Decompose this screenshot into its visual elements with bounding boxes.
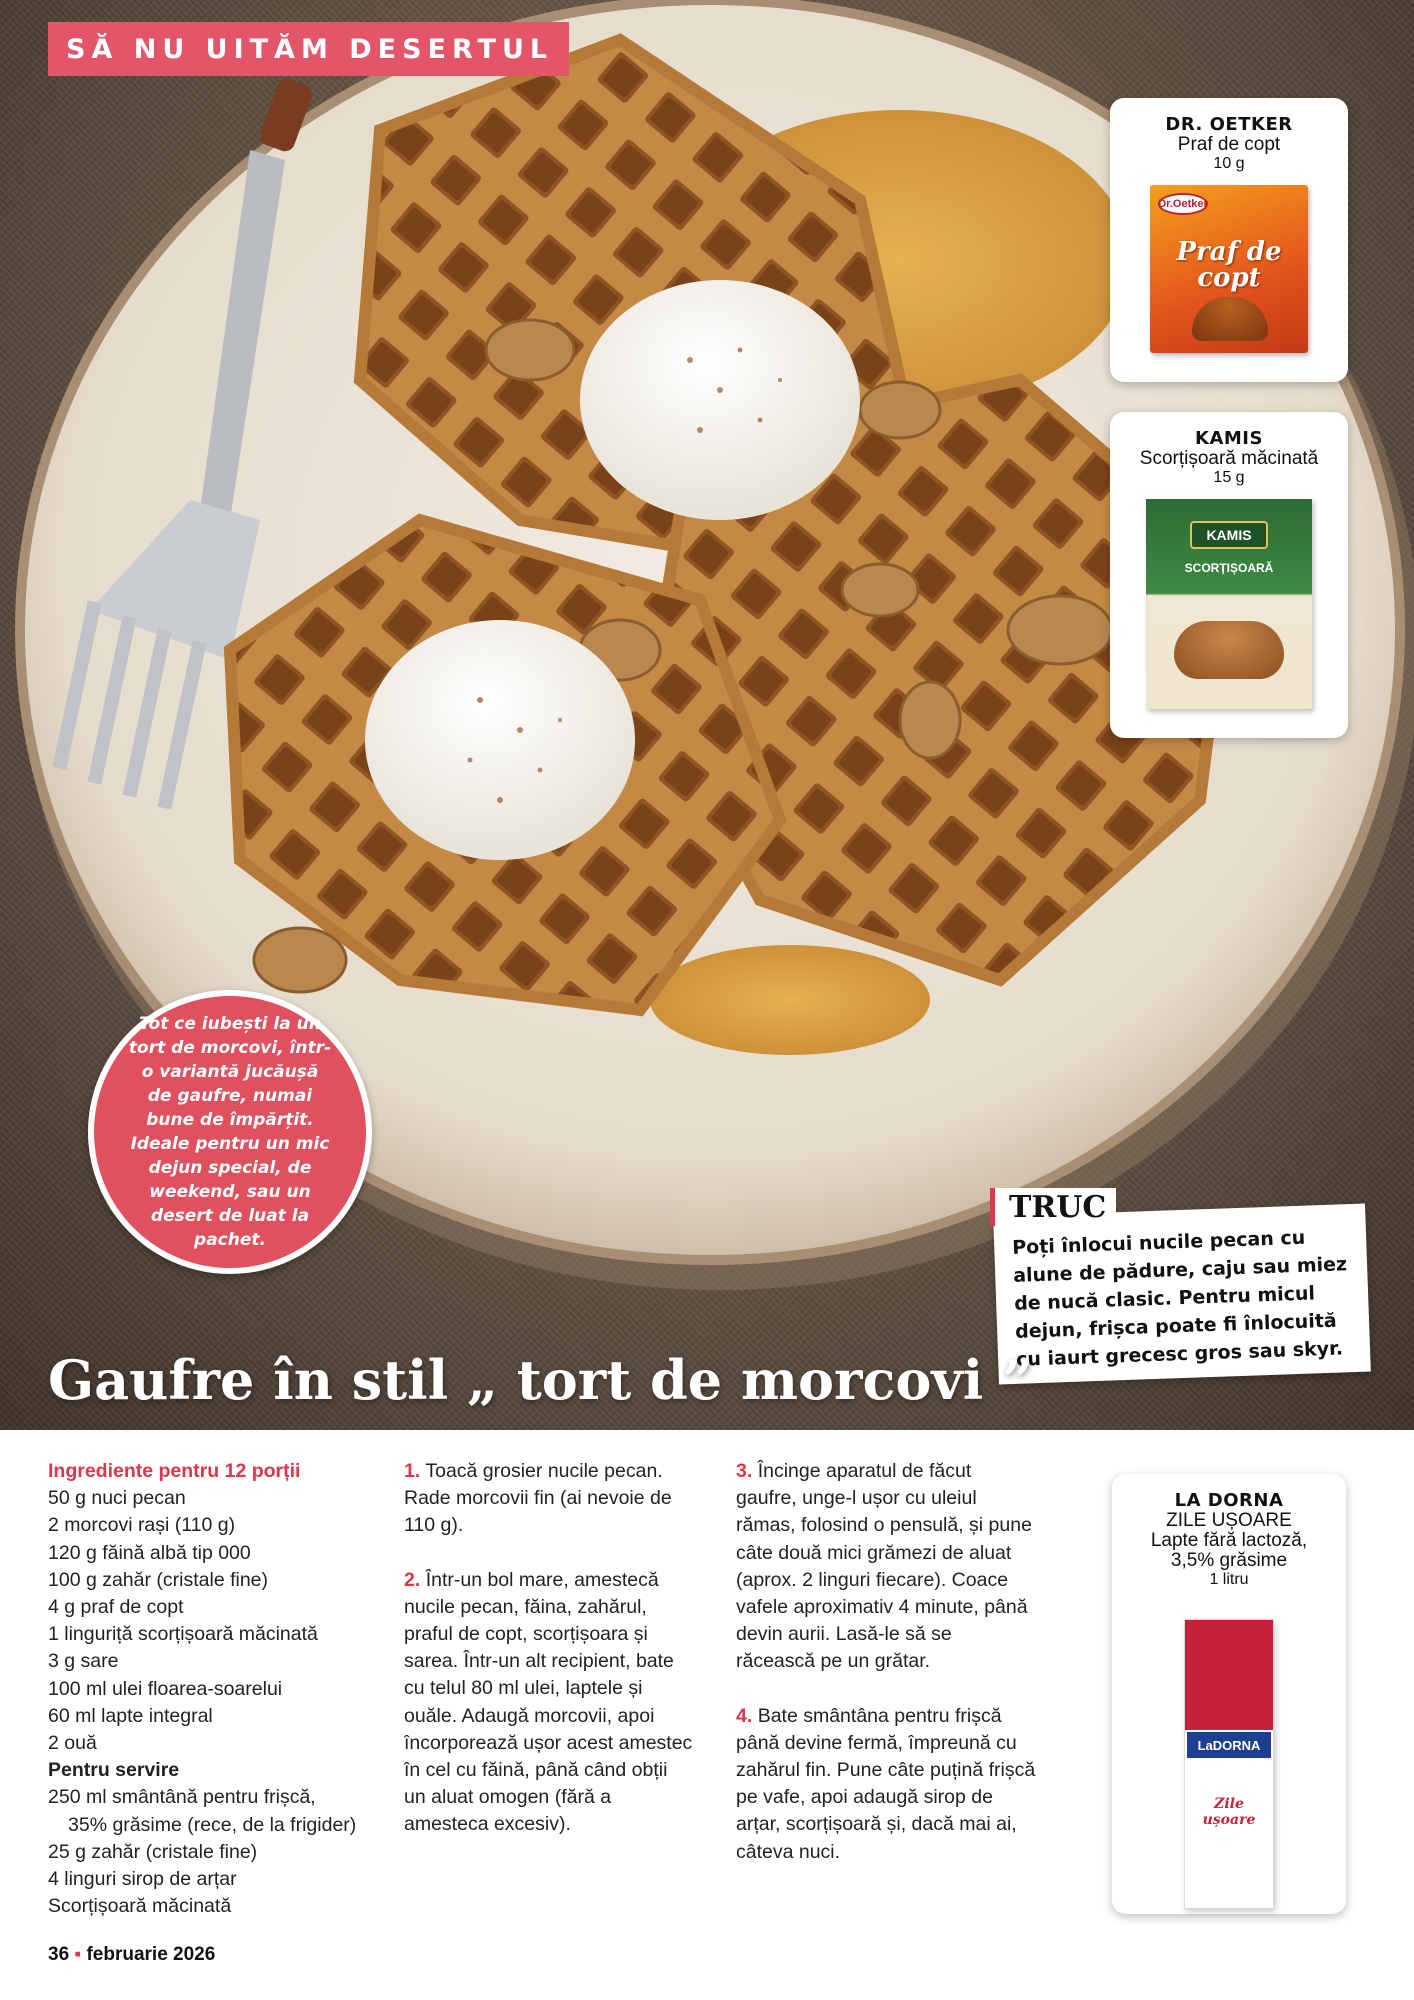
- steps-column-left: [404, 1458, 694, 1866]
- issue-date: februarie 2026: [86, 1944, 216, 1965]
- cake-icon: [1192, 297, 1268, 341]
- category-banner: [48, 22, 569, 76]
- step-number: 4.: [736, 1704, 753, 1727]
- ingredient-item: 3 g sare: [48, 1650, 119, 1673]
- serving-item: 250 ml smântână pentru frișcă,: [48, 1786, 316, 1809]
- ingredient-item: 1 linguriță scorțișoară măcinată: [48, 1623, 318, 1646]
- tip-label: [990, 1188, 1116, 1226]
- step-number: 3.: [736, 1460, 753, 1482]
- serving-item: 4 linguri sirop de arțar: [48, 1868, 237, 1891]
- step-text: Bate smântâna pentru frișcă până devine fermă, împreună cu zahărul fin. Pune câte puțină frișcă pe vafe, apoi adaugă sirop de arțar, scorțișoară și, dacă mai ai, câteva nuci.: [736, 1704, 1036, 1863]
- tip-text: Poți înlocui nucile pecan cu alune de pădure, caju sau miez de nucă clasic. Pentru micul dejun, frișca poate fi înlocuită cu iaurt grecesc gros sau skyr.: [1011, 1226, 1348, 1371]
- product-name: Scorțișoară măcinată: [1139, 448, 1319, 469]
- recipe-title: Gaufre în stil „ tort de morcovi ”: [48, 1348, 1034, 1412]
- ingredient-item: 4 g praf de copt: [48, 1596, 184, 1619]
- ingredient-item: 60 ml lapte integral: [48, 1704, 213, 1727]
- product-package-image: [1146, 499, 1312, 709]
- product-name-line: Lapte fără lactoză,: [1150, 1530, 1308, 1551]
- brand-logo: KAMIS: [1190, 521, 1268, 549]
- serving-item: Scorțișoară măcinată: [48, 1895, 232, 1918]
- ingredients-column: [48, 1458, 378, 1920]
- cinnamon-bowl-icon: [1174, 621, 1284, 679]
- tip-box: [993, 1204, 1371, 1385]
- category-label: SĂ NU UITĂM DESERTUL: [66, 33, 554, 65]
- product-quantity: 1 litru: [1209, 1571, 1249, 1588]
- intro-circle: [88, 990, 372, 1274]
- ingredient-item: 100 g zahăr (cristale fine): [48, 1568, 269, 1591]
- product-card-oetker: [1110, 98, 1348, 382]
- step-2: [404, 1567, 694, 1839]
- product-card-ladorna: [1112, 1474, 1346, 1914]
- ingredient-item: 50 g nuci pecan: [48, 1487, 186, 1510]
- footer-separator: ▪: [74, 1944, 82, 1965]
- step-text: Într-un bol mare, amestecă nucile pecan, făina, zahărul, praful de copt, scorțișoara și sarea. Într-un alt recipient, bate cu telul 80 ml ulei, laptele și ouăle. Adaugă morcovii, apoi încorporează ușor acest amestec în cel cu făină, până când obții un aluat omogen (fără a amesteca excesiv).: [404, 1568, 693, 1836]
- ingredient-item: 120 g făină albă tip 000: [48, 1541, 251, 1564]
- package-title: Praf de copt: [1176, 237, 1282, 293]
- brand-logo: Dr.Oetker: [1158, 193, 1208, 215]
- package-title: SCORȚIȘOARĂ: [1184, 561, 1274, 575]
- serving-item: 35% grăsime (rece, de la frigider): [68, 1813, 357, 1836]
- serving-heading: Pentru servire: [48, 1759, 180, 1782]
- product-brand: KAMIS: [1195, 428, 1263, 449]
- step-4: [736, 1703, 1036, 1866]
- ingredient-item: 2 morcovi rași (110 g): [48, 1514, 236, 1537]
- serving-item: 25 g zahăr (cristale fine): [48, 1840, 258, 1863]
- product-name: Praf de copt: [1177, 134, 1281, 155]
- step-text: Toacă grosier nucile pecan. Rade morcovii fin (ai nevoie de 110 g).: [404, 1460, 672, 1537]
- product-quantity: 10 g: [1213, 155, 1245, 172]
- package-title-line: ușoare: [1202, 1812, 1256, 1828]
- page-footer: [48, 1944, 215, 1966]
- step-1: [404, 1458, 694, 1540]
- product-quantity: 15 g: [1213, 469, 1245, 486]
- ingredient-item: 100 ml ulei floarea-soarelui: [48, 1677, 283, 1700]
- page-number: 36: [48, 1944, 70, 1965]
- product-package-image: [1184, 1619, 1274, 1909]
- step-number: 2.: [404, 1568, 421, 1591]
- ingredient-item: 2 ouă: [48, 1732, 97, 1755]
- step-text: Încinge aparatul de făcut gaufre, unge-l ușor cu uleiul rămas, folosind o pensulă, și pune câte două mici grămezi de aluat (aprox. 2 linguri fiecare). Coace vafele aproximativ 4 minute, până devin aurii. Lasă-le să se răcească pe un grătar.: [736, 1460, 1032, 1673]
- product-card-kamis: [1110, 412, 1348, 738]
- intro-text: Tot ce iubești la un tort de morcovi, într-o variantă jucăușă de gaufre, numai bune de împărțit. Ideale pentru un mic dejun special, de weekend, sau un desert de luat la pachet.: [128, 1014, 332, 1250]
- carton-top-decoration: [1185, 1620, 1273, 1730]
- product-brand: LA DORNA: [1174, 1490, 1284, 1511]
- package-title-line: Zile: [1214, 1796, 1244, 1812]
- product-name-line: 3,5% grăsime: [1170, 1550, 1288, 1571]
- step-number: 1.: [404, 1460, 421, 1482]
- step-3: [736, 1458, 1036, 1676]
- ingredients-heading: Ingrediente pentru 12 porții: [48, 1460, 301, 1482]
- product-name-line: ZILE UȘOARE: [1166, 1510, 1292, 1531]
- brand-logo: LaDORNA: [1187, 1732, 1271, 1758]
- steps-column-right: [736, 1458, 1036, 1893]
- tip-label-text: TRUC: [1009, 1189, 1107, 1225]
- product-brand: DR. OETKER: [1165, 114, 1293, 135]
- product-package-image: [1150, 185, 1308, 353]
